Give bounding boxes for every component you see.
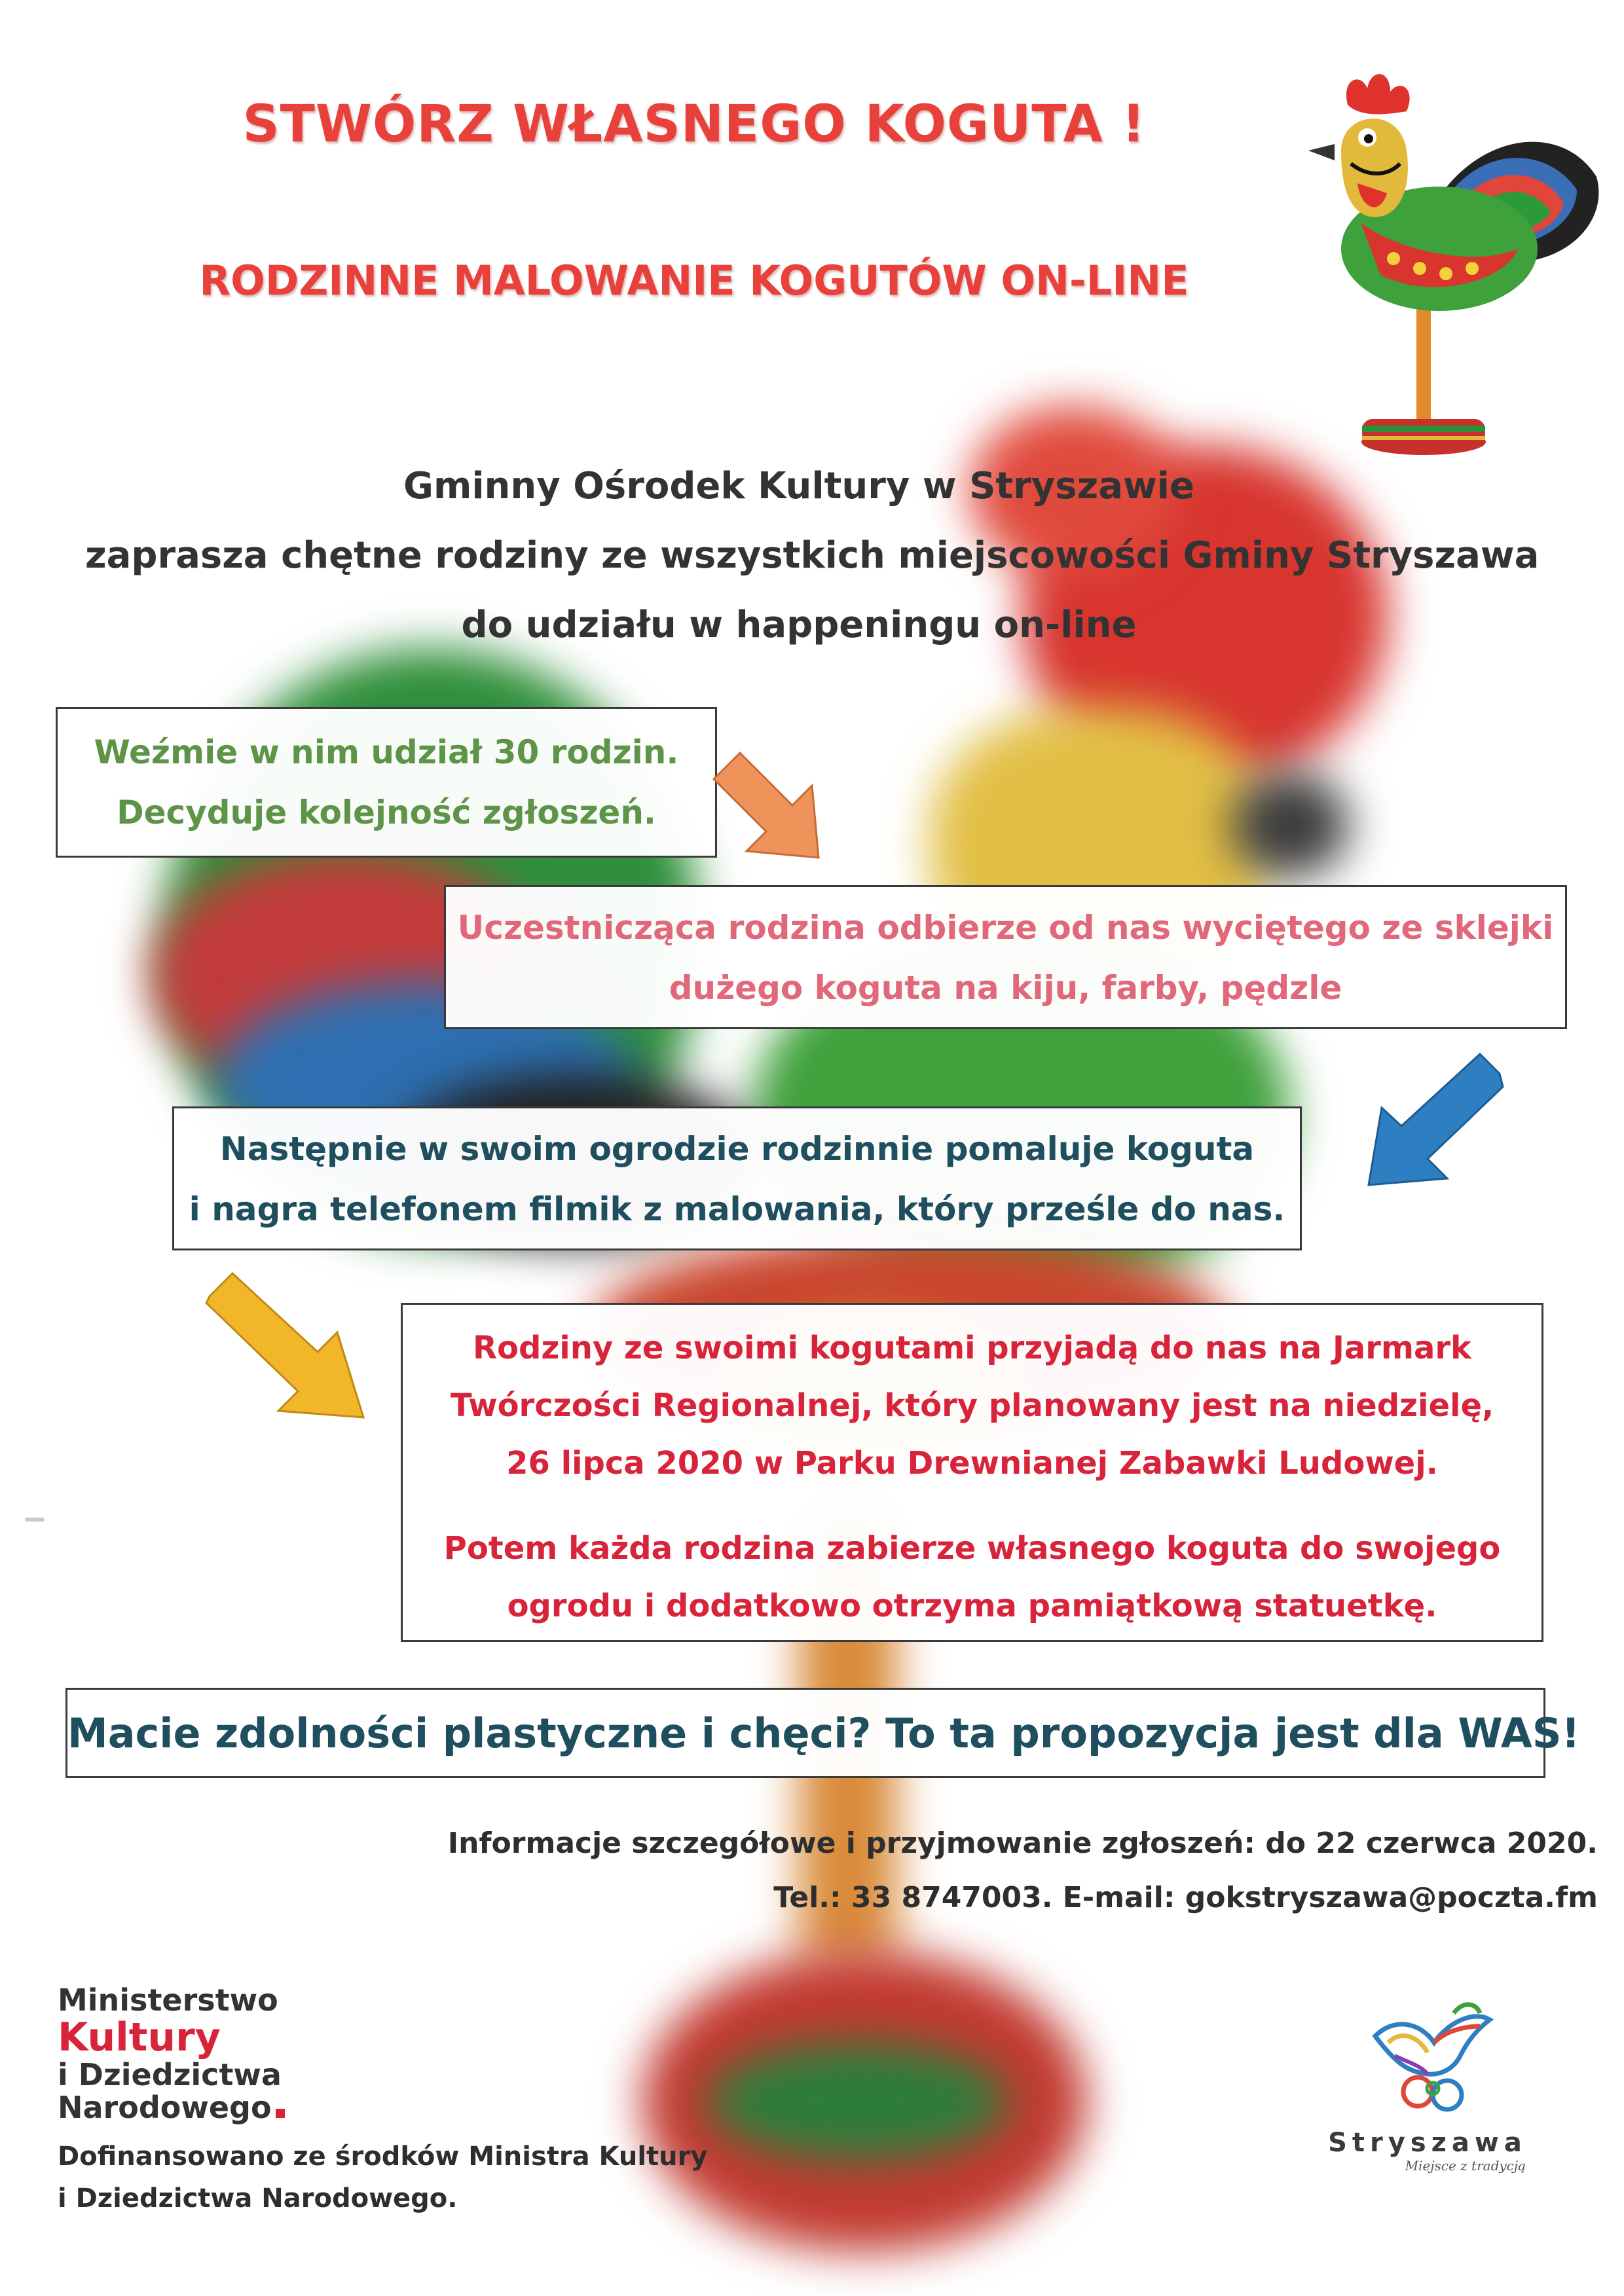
rooster-illustration — [1289, 52, 1616, 458]
box-line: 26 lipca 2020 w Parku Drewnianej Zabawki Ludowej. — [506, 1445, 1438, 1482]
stryszawa-bird-icon — [1356, 1990, 1500, 2121]
funding-line: i Dziedzictwa Narodowego. — [58, 2183, 458, 2214]
call-to-action-text: Macie zdolności plastyczne i chęci? To ta propozycja jest dla WAS! — [67, 1709, 1580, 1757]
box-line: dużego koguta na kiju, farby, pędzle — [669, 969, 1342, 1007]
funding-note — [58, 2136, 707, 2219]
ministry-logo-line: i Dziedzictwa — [58, 2057, 282, 2092]
ministry-logo-line: Narodowego — [58, 2091, 333, 2124]
intro-line: zaprasza chętne rodziny ze wszystkich miejscowości Gminy Stryszawa — [85, 534, 1540, 577]
box-line: Potem każda rodzina zabierze własnego koguta do swojego — [443, 1530, 1501, 1567]
poster-subtitle: RODZINNE MALOWANIE KOGUTÓW ON-LINE — [199, 257, 1189, 304]
box-line: Weźmie w nim udział 30 rodzin. — [94, 733, 679, 771]
box-line: Twórczości Regionalnej, który planowany jest na niedzielę, — [450, 1387, 1494, 1424]
box-line: i nagra telefonem filmik z malowania, który prześle do nas. — [189, 1190, 1285, 1228]
painting-box — [172, 1106, 1302, 1250]
fair-info-box — [401, 1303, 1543, 1642]
poster-title: STWÓRZ WŁASNEGO KOGUTA ! — [242, 95, 1146, 154]
registration-deadline: Informacje szczegółowe i przyjmowanie zgłoszeń: do 22 czerwca 2020. — [447, 1827, 1598, 1860]
stryszawa-logo — [1316, 1990, 1539, 2174]
scan-speck — [25, 1518, 45, 1522]
ministry-logo-line: Ministerstwo — [58, 1982, 278, 2018]
ministry-logo — [58, 1984, 333, 2124]
box-line: ogrodu i dodatkowo otrzyma pamiątkową statuetkę. — [507, 1588, 1437, 1624]
arrow-down-right-icon — [196, 1264, 380, 1434]
box-line: Uczestnicząca rodzina odbierze od nas wyciętego ze sklejki — [457, 909, 1554, 947]
participants-box — [56, 707, 717, 858]
arrow-down-left-icon — [1336, 1048, 1513, 1198]
contact-details: Tel.: 33 8747003. E-mail: gokstryszawa@poczta.fm — [773, 1881, 1598, 1914]
call-to-action-box — [65, 1688, 1580, 1778]
kit-pickup-box — [444, 885, 1567, 1029]
stryszawa-logo-motto: Miejsce z tradycją — [1405, 2158, 1526, 2174]
intro-line: do udziału w happeningu on-line — [461, 604, 1137, 646]
arrow-down-right-icon — [707, 746, 838, 877]
box-line: Następnie w swoim ogrodzie rodzinnie pomaluje koguta — [219, 1130, 1255, 1168]
ministry-logo-line: Kultury — [58, 2014, 221, 2060]
box-line: Decyduje kolejność zgłoszeń. — [117, 793, 656, 831]
stryszawa-logo-name: Stryszawa — [1328, 2128, 1527, 2158]
intro-text — [85, 452, 1540, 660]
funding-line: Dofinansowano ze środków Ministra Kultury — [58, 2141, 708, 2172]
intro-line: Gminny Ośrodek Kultury w Stryszawie — [403, 465, 1194, 507]
box-line: Rodziny ze swoimi kogutami przyjadą do nas na Jarmark — [473, 1330, 1471, 1366]
